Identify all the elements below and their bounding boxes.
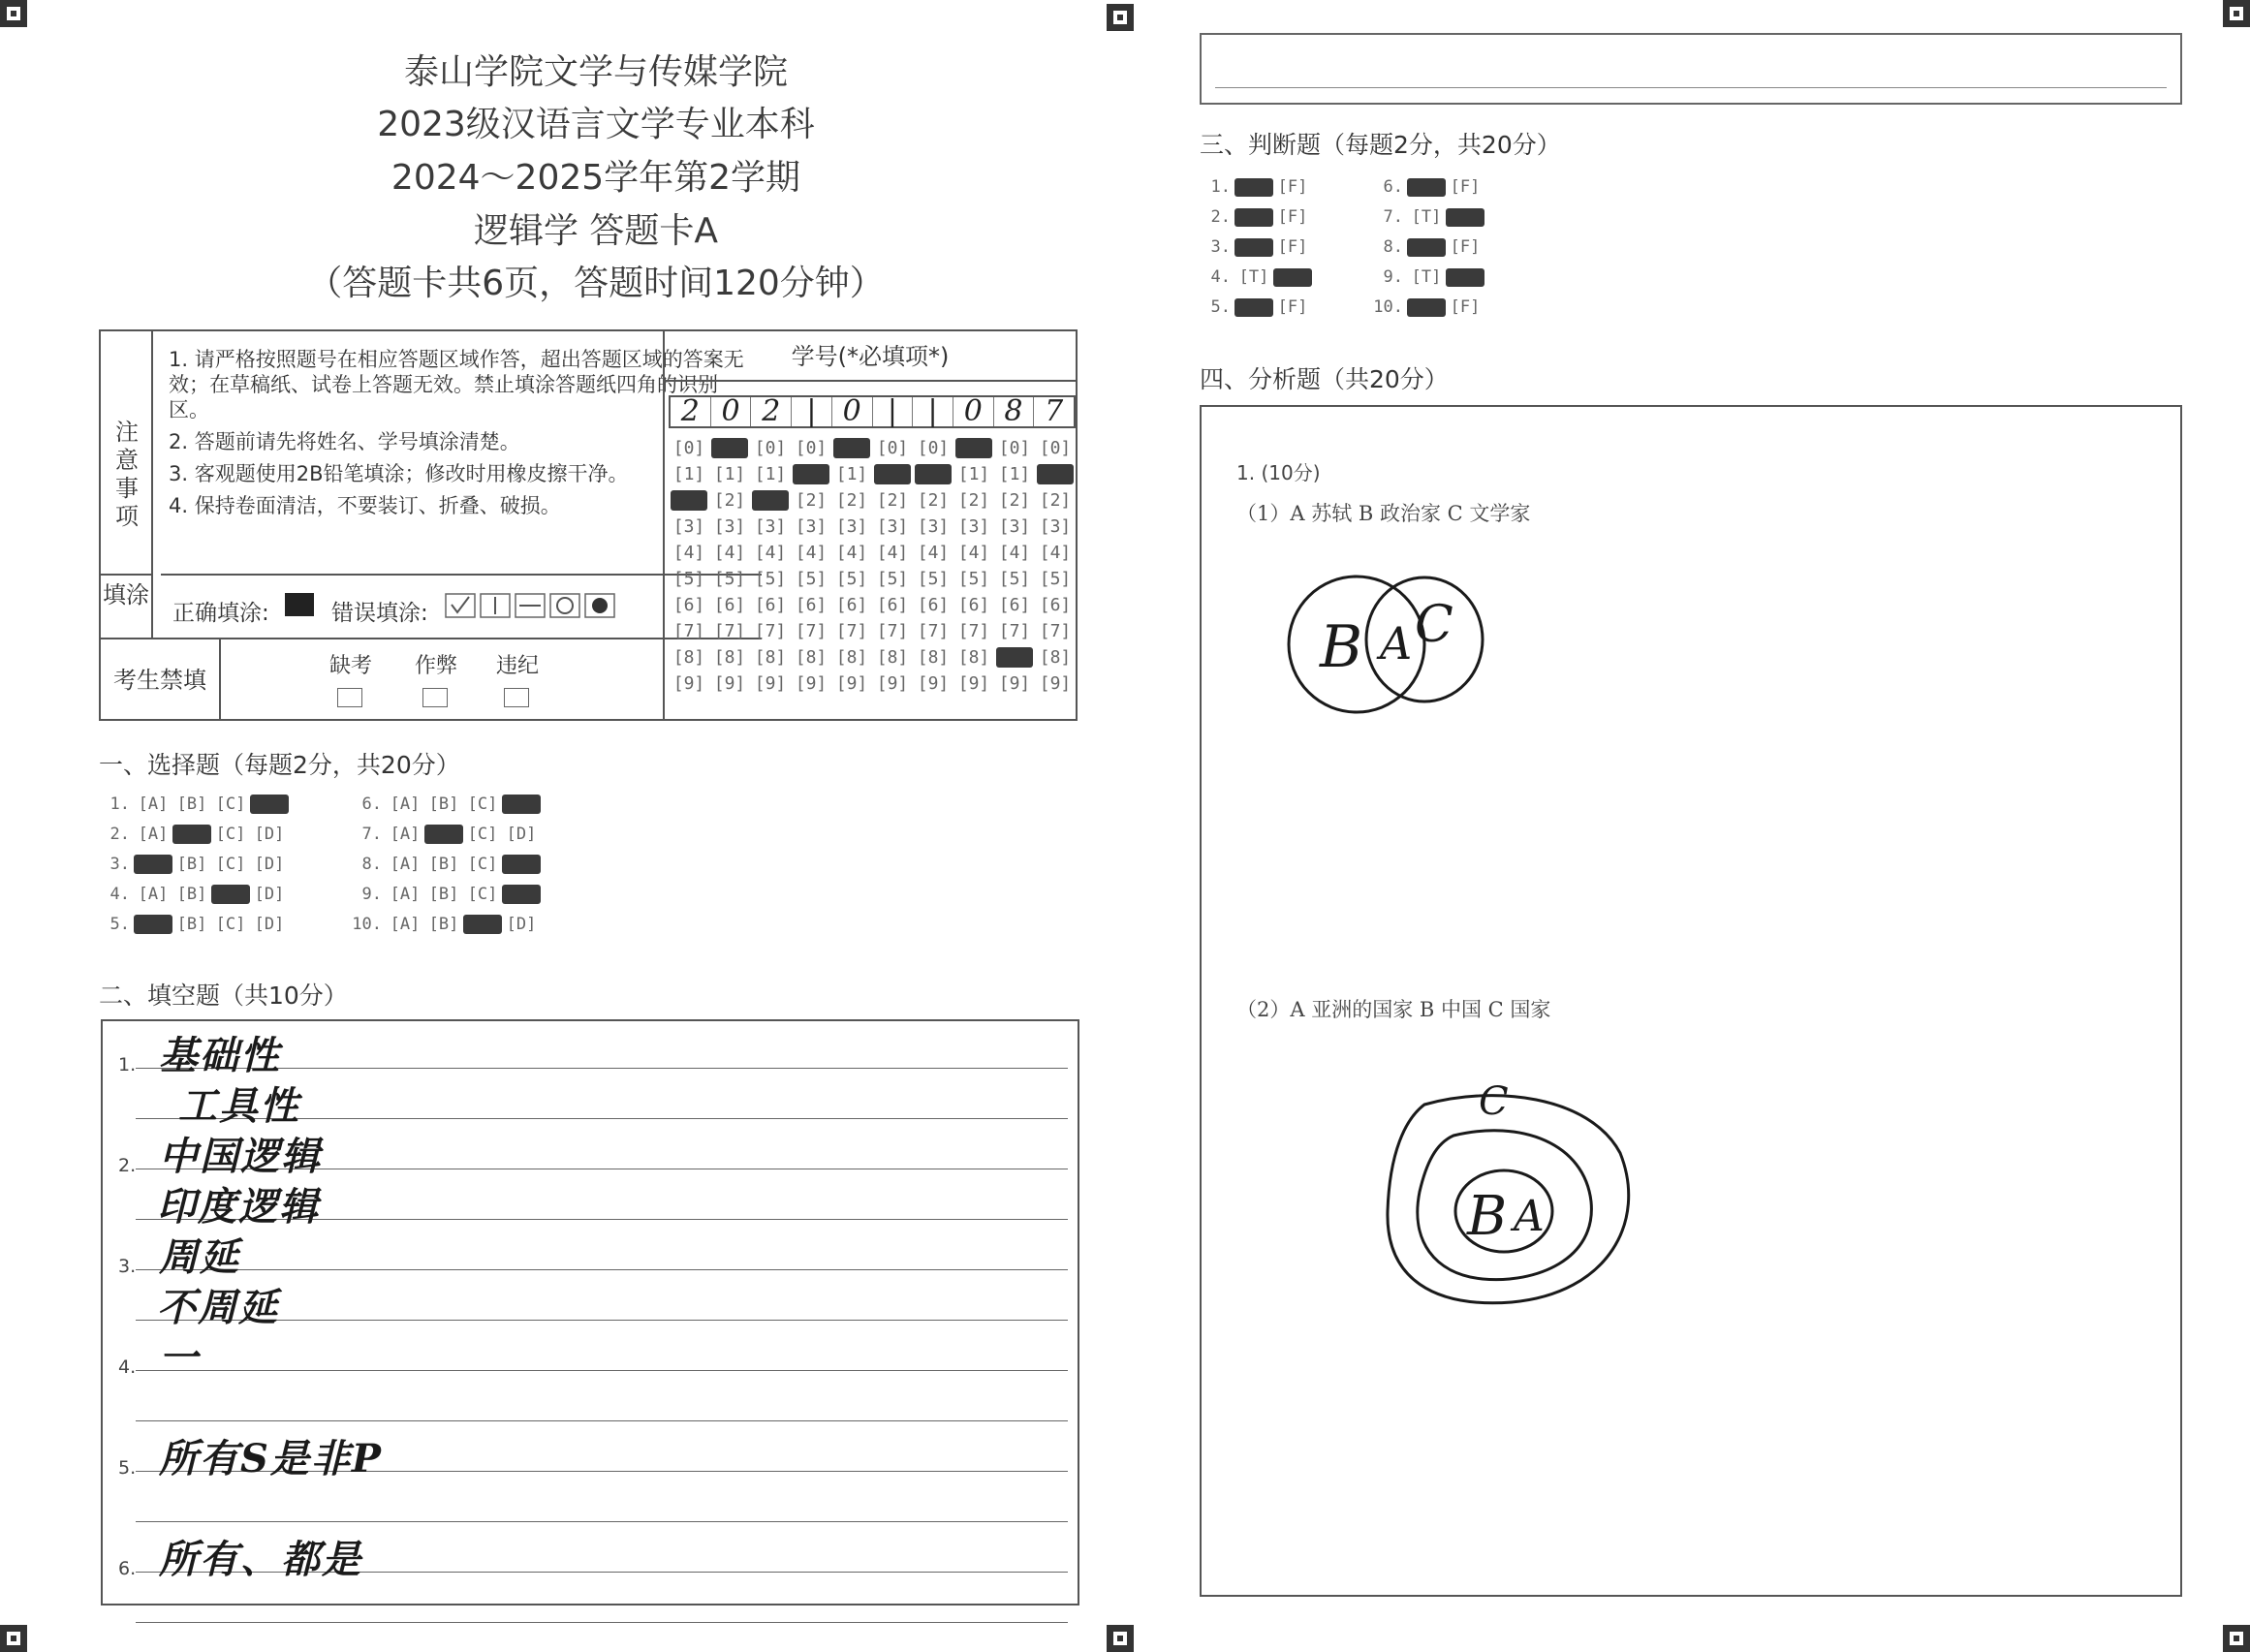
- student-id-bubble[interactable]: [955, 438, 992, 458]
- choice-question-row: [345, 795, 541, 814]
- student-id-bubble[interactable]: [2]: [835, 490, 868, 511]
- question-number: 4.: [1210, 267, 1231, 287]
- notice-item: 1. 请严格按照题号在相应答题区域作答，超出答题区域的答案无效；在草稿纸、试卷上答题无效。禁止填涂答题纸四角的识别区。: [169, 348, 744, 421]
- student-id-bubble[interactable]: [1]: [957, 464, 990, 484]
- student-id-bubble[interactable]: [8]: [1039, 647, 1072, 668]
- choice-option[interactable]: [B]: [176, 855, 207, 874]
- choice-option[interactable]: [D]: [254, 915, 285, 934]
- student-id-bubble[interactable]: [8]: [835, 647, 868, 668]
- venn-diagram-part1: [1279, 552, 1512, 736]
- question-number: 6.: [361, 795, 382, 814]
- corner-marker-bottom-left: [0, 1625, 27, 1652]
- student-id-bubble[interactable]: [5]: [754, 569, 787, 589]
- student-id-bubble[interactable]: [3]: [754, 516, 787, 537]
- judgment-option[interactable]: [F]: [1450, 297, 1481, 317]
- student-id-bubble[interactable]: [9]: [998, 673, 1031, 694]
- handwritten-answer: 周延: [159, 1234, 240, 1280]
- student-id-bubble[interactable]: [4]: [713, 543, 746, 563]
- notice-item: 3. 客观题使用2B铅笔填涂；修改时用橡皮擦干净。: [169, 462, 629, 485]
- student-id-bubble[interactable]: [3]: [713, 516, 746, 537]
- choice-option[interactable]: [172, 825, 211, 844]
- student-id-bubble[interactable]: [7]: [917, 621, 950, 641]
- judgment-option[interactable]: [F]: [1277, 237, 1308, 257]
- choice-option[interactable]: [C]: [215, 825, 246, 844]
- choice-option[interactable]: [C]: [467, 795, 498, 814]
- judgment-option[interactable]: [1234, 178, 1273, 197]
- choice-option[interactable]: [B]: [428, 885, 459, 904]
- choice-option[interactable]: [C]: [215, 795, 246, 814]
- section1-title: 一、选择题（每题2分，共20分）: [99, 751, 460, 779]
- forbidden-cheat-checkbox[interactable]: [422, 688, 448, 707]
- notice-item: 4. 保持卷面清洁，不要装订、折叠、破损。: [169, 494, 561, 517]
- student-id-bubble[interactable]: [0]: [672, 438, 705, 458]
- judgment-option[interactable]: [1407, 238, 1446, 257]
- fill-answer-line[interactable]: [136, 1622, 1068, 1623]
- student-id-bubble[interactable]: [4]: [754, 543, 787, 563]
- wrong-fill-label: 错误填涂:: [331, 601, 428, 626]
- student-id-bubble[interactable]: [793, 464, 829, 484]
- student-id-bubble[interactable]: [0]: [917, 438, 950, 458]
- judgment-question-row: [1366, 177, 1484, 197]
- student-id-bubble[interactable]: [1]: [998, 464, 1031, 484]
- notice-label-cell: [101, 331, 153, 576]
- forbidden-violation-checkbox[interactable]: [504, 688, 529, 707]
- judgment-option[interactable]: [T]: [1411, 267, 1442, 287]
- choice-option[interactable]: [D]: [506, 825, 537, 844]
- header-school: 泰山学院文学与传媒学院: [403, 52, 788, 92]
- handwritten-answer: 所有S是非P: [159, 1436, 383, 1481]
- handwritten-answer: 中国逻辑: [159, 1134, 322, 1179]
- question-number: 9.: [361, 885, 382, 904]
- student-id-bubble[interactable]: [1]: [713, 464, 746, 484]
- fill-question-number: 1.: [118, 1054, 137, 1075]
- header-subject: 逻辑学 答题卡A: [473, 211, 719, 251]
- choice-option[interactable]: [463, 915, 502, 934]
- choice-option[interactable]: [211, 885, 250, 904]
- part1-text: （1）A 苏轼 B 政治家 C 文学家: [1236, 502, 1531, 525]
- nested-label-b: B: [1467, 1185, 1508, 1248]
- choice-option[interactable]: [C]: [215, 915, 246, 934]
- header-term: 2024～2025学年第2学期: [391, 158, 801, 198]
- student-id-bubble[interactable]: [6]: [713, 595, 746, 615]
- choice-question-row: [101, 795, 289, 814]
- choice-question-row: [345, 915, 541, 934]
- student-id-bubble[interactable]: [4]: [917, 543, 950, 563]
- choice-question-row: [101, 915, 289, 934]
- venn-label-b: B: [1320, 613, 1363, 681]
- student-id-box[interactable]: 2: [671, 397, 711, 426]
- judgment-question-row: [1202, 237, 1312, 257]
- question-number: 3.: [1210, 237, 1231, 257]
- nested-label-c: C: [1479, 1079, 1509, 1124]
- student-id-bubble[interactable]: [0]: [795, 438, 828, 458]
- handwritten-answer: 印度逻辑: [157, 1184, 320, 1230]
- forbidden-absent-label: 缺考: [329, 654, 373, 678]
- choice-option[interactable]: [A]: [390, 795, 421, 814]
- student-id-bubble[interactable]: [9]: [1039, 673, 1072, 694]
- student-id-box[interactable]: 2: [751, 397, 792, 426]
- student-id-bubble[interactable]: [3]: [917, 516, 950, 537]
- choice-option[interactable]: [502, 795, 541, 814]
- handwritten-answer: 基础性: [159, 1033, 281, 1078]
- student-id-bubble[interactable]: [8]: [957, 647, 990, 668]
- student-id-bubble[interactable]: [0]: [876, 438, 909, 458]
- judgment-option[interactable]: [F]: [1277, 177, 1308, 197]
- student-id-bubble[interactable]: [5]: [876, 569, 909, 589]
- choice-option[interactable]: [C]: [467, 885, 498, 904]
- question-number: 2.: [109, 825, 130, 844]
- judgment-question-row: [1366, 237, 1484, 257]
- judgment-question-row: [1366, 267, 1484, 287]
- choice-option[interactable]: [250, 795, 289, 814]
- choice-option[interactable]: [A]: [390, 855, 421, 874]
- student-id-bubble[interactable]: [5]: [835, 569, 868, 589]
- fill-question-number: 5.: [118, 1457, 137, 1479]
- fill-question-number: 4.: [118, 1356, 137, 1378]
- fill-label: 填涂: [101, 576, 153, 639]
- choice-option[interactable]: [A]: [390, 915, 421, 934]
- fill-answer-line[interactable]: [136, 1370, 1068, 1371]
- student-id-bubble[interactable]: [6]: [917, 595, 950, 615]
- student-id-bubble[interactable]: [4]: [957, 543, 990, 563]
- question-number: 4.: [109, 885, 130, 904]
- student-id-bubble[interactable]: [874, 464, 911, 484]
- student-id-bubble[interactable]: [7]: [754, 621, 787, 641]
- student-id-box[interactable]: 0: [953, 397, 994, 426]
- student-id-bubble[interactable]: [5]: [672, 569, 705, 589]
- choice-question-row: [345, 855, 541, 874]
- student-id-bubble[interactable]: [1]: [672, 464, 705, 484]
- student-id-bubble[interactable]: [3]: [1039, 516, 1072, 537]
- question-number: 2.: [1210, 207, 1231, 227]
- judgment-option[interactable]: [1407, 298, 1446, 317]
- venn-label-c: C: [1415, 596, 1453, 654]
- student-id-bubble[interactable]: [752, 490, 789, 511]
- question-number: 10.: [1373, 297, 1403, 317]
- fill-question-number: 3.: [118, 1256, 137, 1277]
- section4-answer-box: [1200, 405, 2182, 1597]
- student-id-bubble[interactable]: [7]: [957, 621, 990, 641]
- choice-option[interactable]: [424, 825, 463, 844]
- student-id-bubble[interactable]: [2]: [876, 490, 909, 511]
- q1-label: 1. (10分): [1236, 461, 1321, 484]
- corner-marker-bottom-center: [1107, 1625, 1134, 1652]
- choice-option[interactable]: [134, 915, 172, 934]
- student-id-bubble[interactable]: [0]: [998, 438, 1031, 458]
- student-id-bubble[interactable]: [5]: [957, 569, 990, 589]
- choice-option[interactable]: [C]: [215, 855, 246, 874]
- student-id-label: 学号(*必填项*): [665, 331, 1076, 382]
- student-id-bubble[interactable]: [6]: [957, 595, 990, 615]
- choice-question-row: [101, 885, 289, 904]
- student-id-bubble[interactable]: [7]: [835, 621, 868, 641]
- fill-question-number: 6.: [118, 1558, 137, 1579]
- student-id-bubble[interactable]: [9]: [957, 673, 990, 694]
- student-id-box[interactable]: 7: [1045, 394, 1064, 428]
- student-id-box[interactable]: 0: [832, 397, 873, 426]
- student-id-bubble[interactable]: [996, 647, 1033, 668]
- student-id-bubble[interactable]: [7]: [672, 621, 705, 641]
- header-note: （答题卡共6页，答题时间120分钟）: [307, 264, 885, 303]
- student-id-bubble[interactable]: [671, 490, 707, 511]
- student-id-bubble[interactable]: [6]: [672, 595, 705, 615]
- student-id-bubble[interactable]: [1037, 464, 1074, 484]
- corner-marker-top-center: [1107, 4, 1134, 31]
- choice-option[interactable]: [D]: [254, 855, 285, 874]
- student-id-bubble[interactable]: [7]: [713, 621, 746, 641]
- header-major: 2023级汉语言文学专业本科: [377, 105, 815, 144]
- judgment-option[interactable]: [1273, 268, 1312, 287]
- student-id-bubble[interactable]: [9]: [835, 673, 868, 694]
- judgment-option[interactable]: [1234, 208, 1273, 227]
- student-id-bubble[interactable]: [5]: [1039, 569, 1072, 589]
- student-id-box[interactable]: 8: [994, 397, 1035, 426]
- judgment-question-row: [1202, 297, 1312, 317]
- corner-marker-top-right: [2223, 0, 2250, 27]
- student-id-bubble[interactable]: [6]: [754, 595, 787, 615]
- forbidden-absent-checkbox[interactable]: [337, 688, 362, 707]
- question-number: 5.: [109, 915, 130, 934]
- student-id-bubble[interactable]: [7]: [998, 621, 1031, 641]
- judgment-question-row: [1202, 267, 1312, 287]
- student-id-bubble[interactable]: [711, 438, 748, 458]
- student-id-box[interactable]: |: [913, 397, 953, 426]
- student-id-box[interactable]: |: [873, 397, 914, 426]
- student-id-bubble[interactable]: [0]: [754, 438, 787, 458]
- student-id-bubble[interactable]: [7]: [795, 621, 828, 641]
- student-id-section: [663, 331, 1076, 719]
- judgment-option[interactable]: [T]: [1411, 207, 1442, 227]
- student-id-bubble[interactable]: [2]: [917, 490, 950, 511]
- student-id-bubble[interactable]: [8]: [917, 647, 950, 668]
- judgment-option[interactable]: [1407, 178, 1446, 197]
- forbidden-cheat-label: 作弊: [415, 654, 458, 678]
- student-id-bubble[interactable]: [3]: [835, 516, 868, 537]
- judgment-option[interactable]: [1234, 238, 1273, 257]
- question-number: 6.: [1383, 177, 1403, 197]
- nested-label-a: A: [1514, 1192, 1545, 1241]
- choice-question-row: [101, 825, 289, 844]
- student-id-bubble[interactable]: [915, 464, 952, 484]
- judgment-question-row: [1202, 207, 1312, 227]
- judgment-option[interactable]: [1446, 208, 1484, 227]
- corner-marker-bottom-right: [2223, 1625, 2250, 1652]
- student-id-bubble[interactable]: [1]: [754, 464, 787, 484]
- student-id-bubble[interactable]: [5]: [795, 569, 828, 589]
- fill-question-number: 2.: [118, 1155, 137, 1176]
- top-blank-box: [1200, 33, 2182, 105]
- judgment-option[interactable]: [F]: [1450, 237, 1481, 257]
- student-id-bubble[interactable]: [9]: [713, 673, 746, 694]
- student-id-bubble[interactable]: [2]: [957, 490, 990, 511]
- choice-option[interactable]: [502, 885, 541, 904]
- student-id-bubble[interactable]: [9]: [754, 673, 787, 694]
- student-id-bubble[interactable]: [9]: [795, 673, 828, 694]
- student-id-bubble[interactable]: [8]: [672, 647, 705, 668]
- question-number: 9.: [1383, 267, 1403, 287]
- judgment-option[interactable]: [T]: [1238, 267, 1269, 287]
- student-id-bubble[interactable]: [4]: [876, 543, 909, 563]
- question-number: 10.: [352, 915, 382, 934]
- notice-item: 2. 答题前请先将姓名、学号填涂清楚。: [169, 430, 520, 453]
- judgment-option[interactable]: [1446, 268, 1484, 287]
- info-box: [99, 329, 1078, 721]
- choice-option[interactable]: [C]: [467, 825, 498, 844]
- choice-question-row: [101, 855, 289, 874]
- student-id-bubble[interactable]: [8]: [795, 647, 828, 668]
- choice-option[interactable]: [A]: [390, 885, 421, 904]
- student-id-bubble[interactable]: [7]: [876, 621, 909, 641]
- student-id-bubble[interactable]: [3]: [957, 516, 990, 537]
- student-id-bubble[interactable]: [4]: [1039, 543, 1072, 563]
- handwritten-answer: 所有、都是: [159, 1537, 362, 1582]
- student-id-bubble[interactable]: [2]: [998, 490, 1031, 511]
- student-id-bubble[interactable]: [4]: [795, 543, 828, 563]
- handwritten-answer: 工具性: [178, 1083, 300, 1129]
- student-id-bubble[interactable]: [7]: [1039, 621, 1072, 641]
- question-number: 5.: [1210, 297, 1231, 317]
- wrong-fill-samples: [444, 591, 628, 620]
- nested-diagram-part2: [1366, 1075, 1657, 1318]
- student-id-bubble[interactable]: [9]: [876, 673, 909, 694]
- choice-option[interactable]: [134, 855, 172, 874]
- choice-option[interactable]: [B]: [176, 885, 207, 904]
- notice-label: 注意事项: [115, 419, 139, 530]
- venn-label-a: A: [1380, 617, 1413, 670]
- handwritten-answer: 一: [159, 1335, 200, 1381]
- student-id-bubble[interactable]: [2]: [713, 490, 746, 511]
- section4-title: 四、分析题（共20分）: [1200, 365, 1449, 393]
- student-id-bubble[interactable]: [4]: [998, 543, 1031, 563]
- question-number: 3.: [109, 855, 130, 874]
- corner-marker-top-left: [0, 0, 27, 27]
- student-id-bubble[interactable]: [5]: [713, 569, 746, 589]
- judgment-option[interactable]: [F]: [1277, 297, 1308, 317]
- choice-option[interactable]: [B]: [428, 795, 459, 814]
- forbidden-label: 考生禁填: [101, 639, 221, 721]
- student-id-bubble[interactable]: [8]: [713, 647, 746, 668]
- choice-option[interactable]: [A]: [138, 885, 169, 904]
- judgment-question-row: [1202, 177, 1312, 197]
- forbidden-violation-label: 违纪: [496, 654, 540, 678]
- choice-option[interactable]: [B]: [428, 855, 459, 874]
- judgment-option[interactable]: [F]: [1450, 177, 1481, 197]
- choice-option[interactable]: [B]: [176, 915, 207, 934]
- section3-title: 三、判断题（每题2分，共20分）: [1200, 131, 1561, 159]
- choice-option[interactable]: [D]: [254, 885, 285, 904]
- question-number: 1.: [109, 795, 130, 814]
- student-id-bubble[interactable]: [2]: [795, 490, 828, 511]
- choice-question-row: [345, 885, 541, 904]
- fill-answer-line[interactable]: [136, 1521, 1068, 1522]
- student-id-bubble[interactable]: [4]: [835, 543, 868, 563]
- student-id-bubble[interactable]: [8]: [876, 647, 909, 668]
- question-number: 7.: [361, 825, 382, 844]
- choice-option[interactable]: [D]: [506, 915, 537, 934]
- judgment-option[interactable]: [F]: [1277, 207, 1308, 227]
- student-id-boxes: [669, 395, 1076, 428]
- question-number: 8.: [1383, 237, 1403, 257]
- student-id-bubble[interactable]: [3]: [998, 516, 1031, 537]
- student-id-box[interactable]: 0: [711, 397, 752, 426]
- question-number: 7.: [1383, 207, 1403, 227]
- student-id-bubble[interactable]: [5]: [917, 569, 950, 589]
- student-id-bubble[interactable]: [833, 438, 870, 458]
- judgment-question-row: [1366, 207, 1484, 227]
- fill-answer-line[interactable]: [136, 1420, 1068, 1421]
- choice-option[interactable]: [A]: [138, 825, 169, 844]
- student-id-bubble[interactable]: [6]: [795, 595, 828, 615]
- student-id-bubble[interactable]: [3]: [795, 516, 828, 537]
- student-id-box[interactable]: |: [792, 397, 832, 426]
- student-id-bubble[interactable]: [1]: [835, 464, 868, 484]
- judgment-option[interactable]: [1234, 298, 1273, 317]
- choice-option[interactable]: [B]: [428, 915, 459, 934]
- fill-answer-line[interactable]: [136, 1269, 1068, 1270]
- choice-option[interactable]: [C]: [467, 855, 498, 874]
- choice-option[interactable]: [A]: [138, 795, 169, 814]
- student-id-bubble[interactable]: [5]: [998, 569, 1031, 589]
- student-id-bubble[interactable]: [6]: [998, 595, 1031, 615]
- section2-title: 二、填空题（共10分）: [99, 982, 348, 1010]
- question-number: 1.: [1210, 177, 1231, 197]
- student-id-bubble[interactable]: [6]: [876, 595, 909, 615]
- choice-question-row: [345, 825, 541, 844]
- choice-option[interactable]: [A]: [390, 825, 421, 844]
- part2-text: （2）A 亚洲的国家 B 中国 C 国家: [1236, 998, 1551, 1021]
- student-id-bubble[interactable]: [3]: [876, 516, 909, 537]
- section2-answer-box: [101, 1019, 1079, 1605]
- student-id-bubble[interactable]: [2]: [1039, 490, 1072, 511]
- student-id-bubble[interactable]: [6]: [1039, 595, 1072, 615]
- student-id-bubble[interactable]: [6]: [835, 595, 868, 615]
- student-id-bubble[interactable]: [4]: [672, 543, 705, 563]
- student-id-bubble[interactable]: [3]: [672, 516, 705, 537]
- student-id-bubble[interactable]: [0]: [1039, 438, 1072, 458]
- choice-option[interactable]: [B]: [176, 795, 207, 814]
- judgment-question-row: [1366, 297, 1484, 317]
- correct-fill-sample: [285, 593, 314, 616]
- choice-option[interactable]: [D]: [254, 825, 285, 844]
- handwritten-answer: 不周延: [157, 1285, 279, 1330]
- question-number: 8.: [361, 855, 382, 874]
- student-id-bubble[interactable]: [9]: [672, 673, 705, 694]
- correct-fill-label: 正确填涂:: [172, 601, 269, 626]
- student-id-bubble[interactable]: [8]: [754, 647, 787, 668]
- student-id-bubble[interactable]: [9]: [917, 673, 950, 694]
- choice-option[interactable]: [502, 855, 541, 874]
